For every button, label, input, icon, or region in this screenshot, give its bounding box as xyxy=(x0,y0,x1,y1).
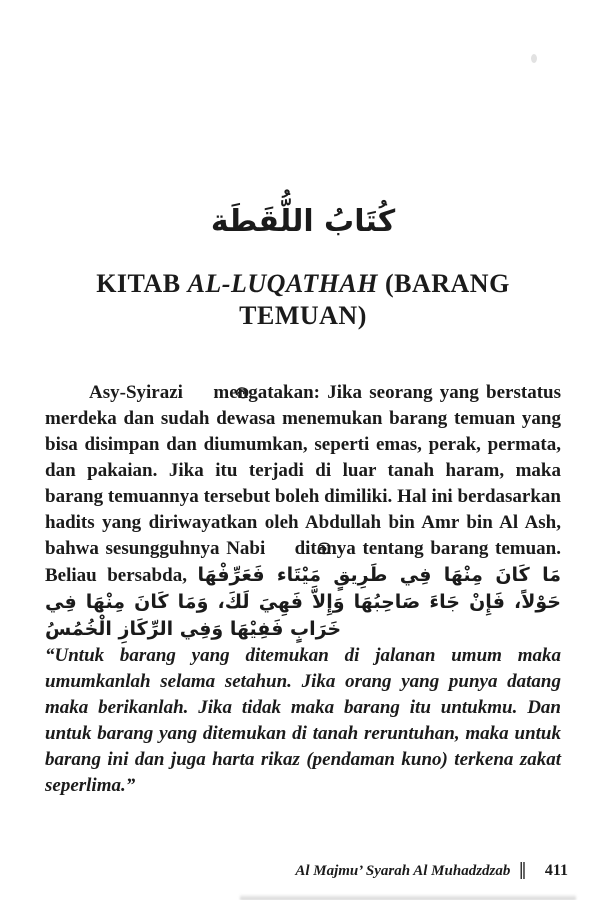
scan-artifact-speck xyxy=(531,54,537,63)
rahimahullah-icon xyxy=(190,382,206,398)
chapter-heading-post: (BARANG xyxy=(377,269,510,298)
chapter-heading-transliteration: AL-LUQATHAH xyxy=(187,269,378,298)
footer-separator: ‖ xyxy=(518,860,527,880)
sallallahu-alaihi-wasallam-icon xyxy=(272,538,288,554)
chapter-heading-line2: TEMUAN) xyxy=(239,301,367,330)
scan-artifact-bottom-shadow xyxy=(240,894,576,900)
author-name: Asy-Syirazi xyxy=(89,382,191,403)
hadith-arabic-text: مَا كَانَ مِنْهَا فِي طَرِيقٍ مَيْتَاء فَعَرِّفْهَا حَوْلاً، فَإِنْ جَاءَ صَاحِبُهَا وَإِلاَّ فَهِيَ لَكَ، وَمَا كَانَ مِنْهَا فِي خَرَابٍ فَفِيْهَا وَفِي الرِّكَازِ الْخُمُسُ xyxy=(45,564,561,640)
page-footer xyxy=(295,860,568,880)
body-before-hadith: ditanya tentang barang temuan. Beliau bersabda, xyxy=(45,538,562,586)
body-paragraph xyxy=(45,380,561,643)
chapter-heading-pre: KITAB xyxy=(96,269,188,298)
chapter-heading xyxy=(70,268,536,332)
footer-page-number: 411 xyxy=(544,862,568,879)
footer-book-title: Al Majmu’ Syarah Al Muhadzdzab xyxy=(295,863,511,879)
hadith-translation-quote: “Untuk barang yang ditemukan di jalanan umum maka umumkanlah selama setahun. Jika orang yang punya datang maka berikanlah. Jika tidak maka barang itu untukmu. Dan untuk barang yang ditemukan di tanah reruntuhan, maka untuk barang ini dan juga harta rikaz (pendaman kuno) terkena zakat seperlima.” xyxy=(45,645,561,796)
chapter-title-arabic: كُتَابُ اللُّقَطَة xyxy=(210,204,396,239)
body-main-text: mengatakan: Jika seorang yang berstatus merdeka dan sudah dewasa menemukan barang temuan yang bisa disimpan dan diumumkan, seperti emas, perak, permata, dan pakaian. Jika itu terjadi di luar tanah haram, maka barang temuannya tersebut boleh dimiliki. Hal ini berdasarkan hadits yang diriwayatkan oleh Abdullah bin Amr bin Al Ash, bahwa sesungguhnya Nabi xyxy=(45,382,561,559)
body-text-block xyxy=(45,380,561,799)
